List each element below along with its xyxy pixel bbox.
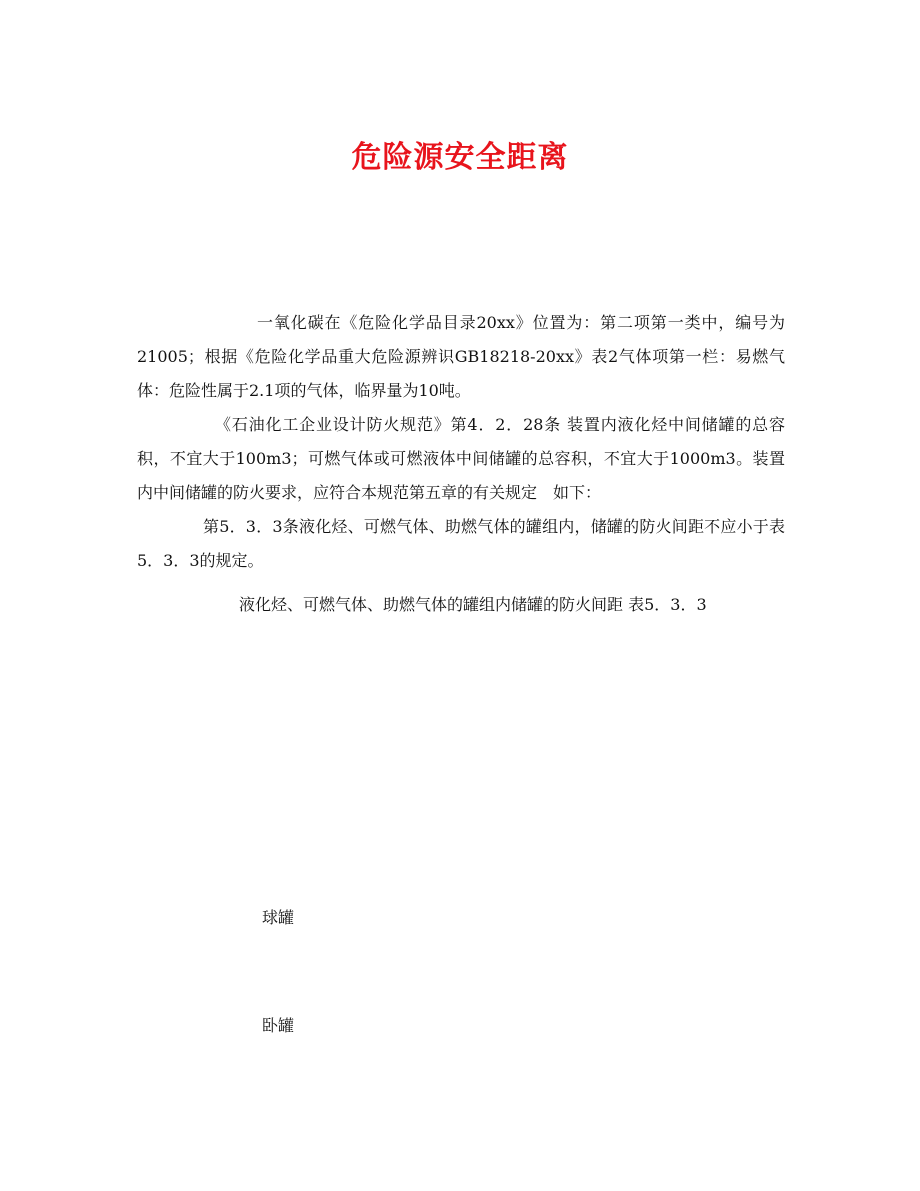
table-row-label: 卧罐 [262,1016,295,1035]
paragraph-fire-code: 《石油化工企业设计防火规范》第4．2．28条 装置内液化烃中间储罐的总容积，不宜大于100m3；可燃气体或可燃液体中间储罐的总容积，不宜大于1000m3。装置内中间储罐的防火要求，应符合本规范第五章的有关规定 如下： [137,415,785,502]
table-row-label: 球罐 [262,908,295,927]
document-title: 危险源安全距离 [351,140,569,176]
paragraph-article-5-3-3: 第5．3．3条液化烃、可燃气体、助燃气体的罐组内，储罐的防火间距不应小于表5．3．3的规定。 [137,517,785,570]
table-caption: 液化烃、可燃气体、助燃气体的罐组内储罐的防火间距 表5．3．3 [239,595,707,614]
paragraph-carbon-monoxide: 一氧化碳在《危险化学品目录20xx》位置为：第二项第一类中，编号为21005；根据《危险化学品重大危险源辨识GB18218-20xx》表2气体项第一栏：易燃气体：危险性属于2.1项的气体，临界量为10吨。 [137,313,785,400]
